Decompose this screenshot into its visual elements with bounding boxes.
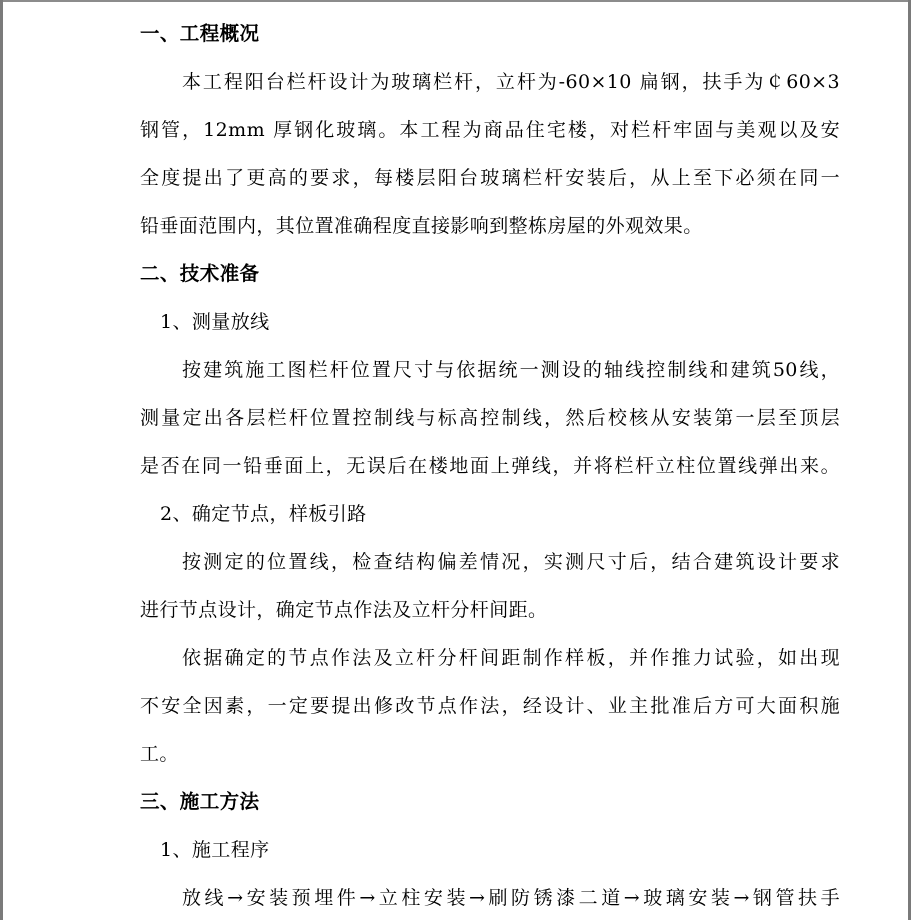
paragraph-line: 测量定出各层栏杆位置控制线与标高控制线，然后校核从安装第一层至顶层: [140, 407, 840, 429]
paragraph-line: 铅垂面范围内，其位置准确程度直接影响到整栋房屋的外观效果。: [140, 215, 703, 237]
paragraph-line: 是否在同一铅垂面上，无误后在楼地面上弹线，并将栏杆立柱位置线弹出来。: [140, 455, 840, 477]
paragraph-line: 工。: [140, 743, 179, 765]
subheading-nodes: 2、确定节点，样板引路: [160, 503, 367, 525]
paragraph-line: 按建筑施工图栏杆位置尺寸与依据统一测设的轴线控制线和建筑50线，: [182, 359, 840, 381]
paragraph-line: 依据确定的节点作法及立杆分杆间距制作样板，并作推力试验，如出现: [182, 647, 840, 669]
section-heading-overview: 一、工程概况: [140, 22, 260, 45]
paragraph-line: 不安全因素，一定要提出修改节点作法，经设计、业主批准后方可大面积施: [140, 695, 840, 717]
paragraph-line: 按测定的位置线，检查结构偏差情况，实测尺寸后，结合建筑设计要求: [182, 551, 840, 573]
window-top-border: [0, 0, 911, 2]
subheading-procedure: 1、施工程序: [160, 839, 270, 861]
section-heading-tech-prep: 二、技术准备: [140, 262, 260, 285]
window-left-border: [0, 0, 3, 920]
paragraph-line: 钢管，12mm 厚钢化玻璃。本工程为商品住宅楼，对栏杆牢固与美观以及安: [140, 119, 840, 141]
paragraph-line: 进行节点设计，确定节点作法及立杆分杆间距。: [140, 599, 548, 621]
subheading-survey: 1、测量放线: [160, 311, 270, 333]
paragraph-line: 本工程阳台栏杆设计为玻璃栏杆，立杆为-60×10 扁钢，扶手为￠60×3: [182, 71, 840, 93]
paragraph-line: 全度提出了更高的要求，每楼层阳台玻璃栏杆安装后，从上至下必须在同一: [140, 167, 840, 189]
paragraph-line: 放线→安装预埋件→立柱安装→刷防锈漆二道→玻璃安装→钢管扶手: [182, 887, 840, 909]
section-heading-method: 三、施工方法: [140, 790, 260, 813]
